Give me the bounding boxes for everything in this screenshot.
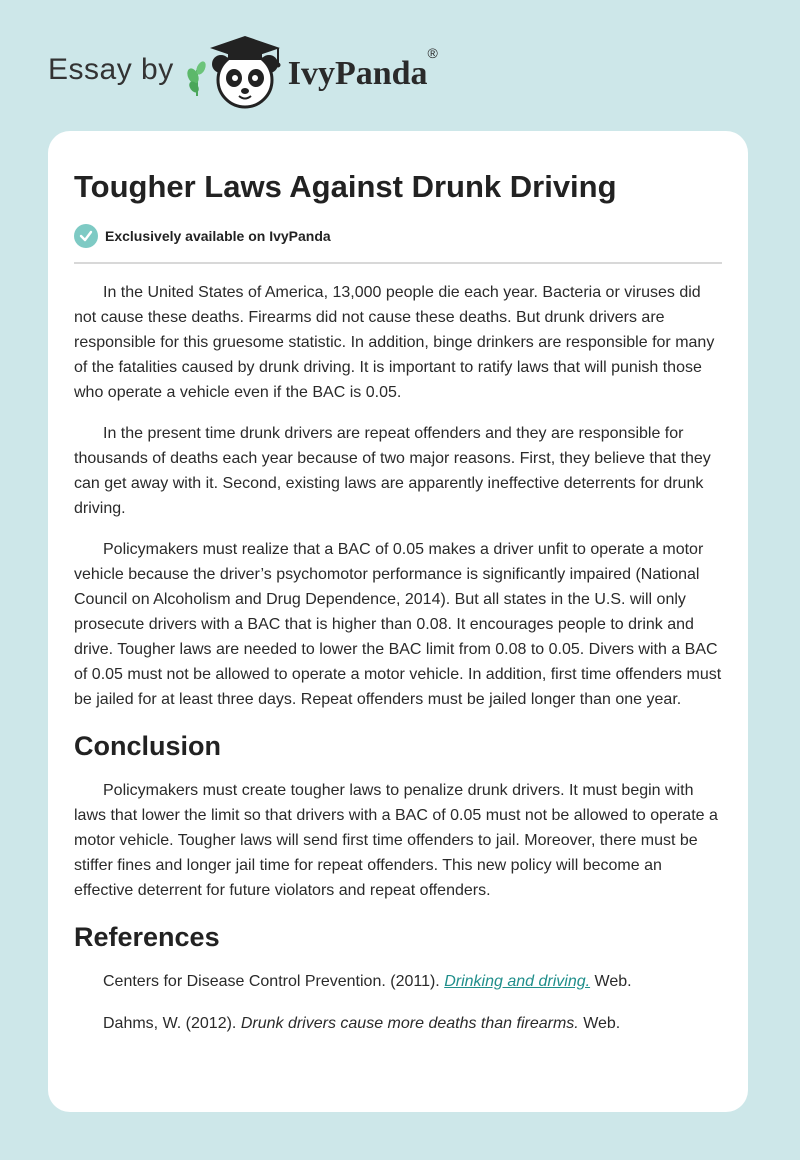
exclusive-badge [74,224,722,248]
reference-1-suffix: Web. [590,973,632,990]
site-header [48,34,438,110]
paragraph-2: In the present time drunk drivers are repeat offenders and they are responsible for thousands of deaths each year because of two major reasons. First, they believe that they can get away with it. Second, existing laws are apparently ineffective deterrents for drunk driving. [74,425,711,517]
reference-2 [74,1011,722,1036]
check-icon [74,224,98,248]
conclusion-paragraph: Policymakers must create tougher laws to penalize drunk drivers. It must begin with laws that lower the limit so that drivers with a BAC of 0.05 must not be allowed to operate a motor vehicle. Tougher laws will send first time offenders to jail. Moreover, there must be stiffer fines and longer jail time for repeat offenders. This new policy will become an effective deterrent for future violators and repeat offenders. [74,782,718,899]
references-heading: References [74,922,220,952]
panda-logo-icon [204,34,286,110]
essay-title: Tougher Laws Against Drunk Driving [74,169,617,204]
essay-by-label: Essay by [48,53,174,86]
brand-text: IvyPanda [287,55,428,92]
reference-1-text: Centers for Disease Control Prevention. (2011). [103,973,445,990]
reference-1 [74,969,722,994]
divider [74,262,722,264]
paragraph-1: In the United States of America, 13,000 people die each year. Bacteria or viruses did not cause these deaths. Firearms did not cause these deaths. But drunk drivers are responsible for this gruesome statistic. In addition, binge drinkers are responsible for many of the fatalities caused by drunk driving. It is important to ratify laws that will punish those who operate a vehicle even if the BAC is 0.05. [74,284,715,401]
registered-mark: ® [427,44,438,61]
reference-2-suffix: Web. [578,1015,621,1032]
conclusion-heading: Conclusion [74,731,221,761]
essay-card [48,131,748,1112]
reference-2-text: Dahms, W. (2012). [103,1015,241,1032]
reference-2-title: Drunk drivers cause more deaths than firearms. [240,1015,579,1032]
paragraph-3: Policymakers must realize that a BAC of 0.05 makes a driver unfit to operate a motor vehicle because the driver’s psychomotor performance is significantly impaired (National Council on Alcoholism and Drug Dependence, 2014). But all states in the U.S. will only prosecute drivers with a BAC that is higher than 0.08. It encourages people to drink and drive. Tougher laws are needed to lower the BAC limit from 0.08 to 0.05. Divers with a BAC of 0.05 must not be allowed to operate a motor vehicle. In addition, first time offenders must be jailed for at least three days. Repeat offenders must be jailed longer than one year. [74,541,722,708]
brand-name [287,44,438,93]
reference-1-link[interactable]: Drinking and driving. [444,973,591,990]
exclusive-label: Exclusively available on IvyPanda [105,228,331,244]
